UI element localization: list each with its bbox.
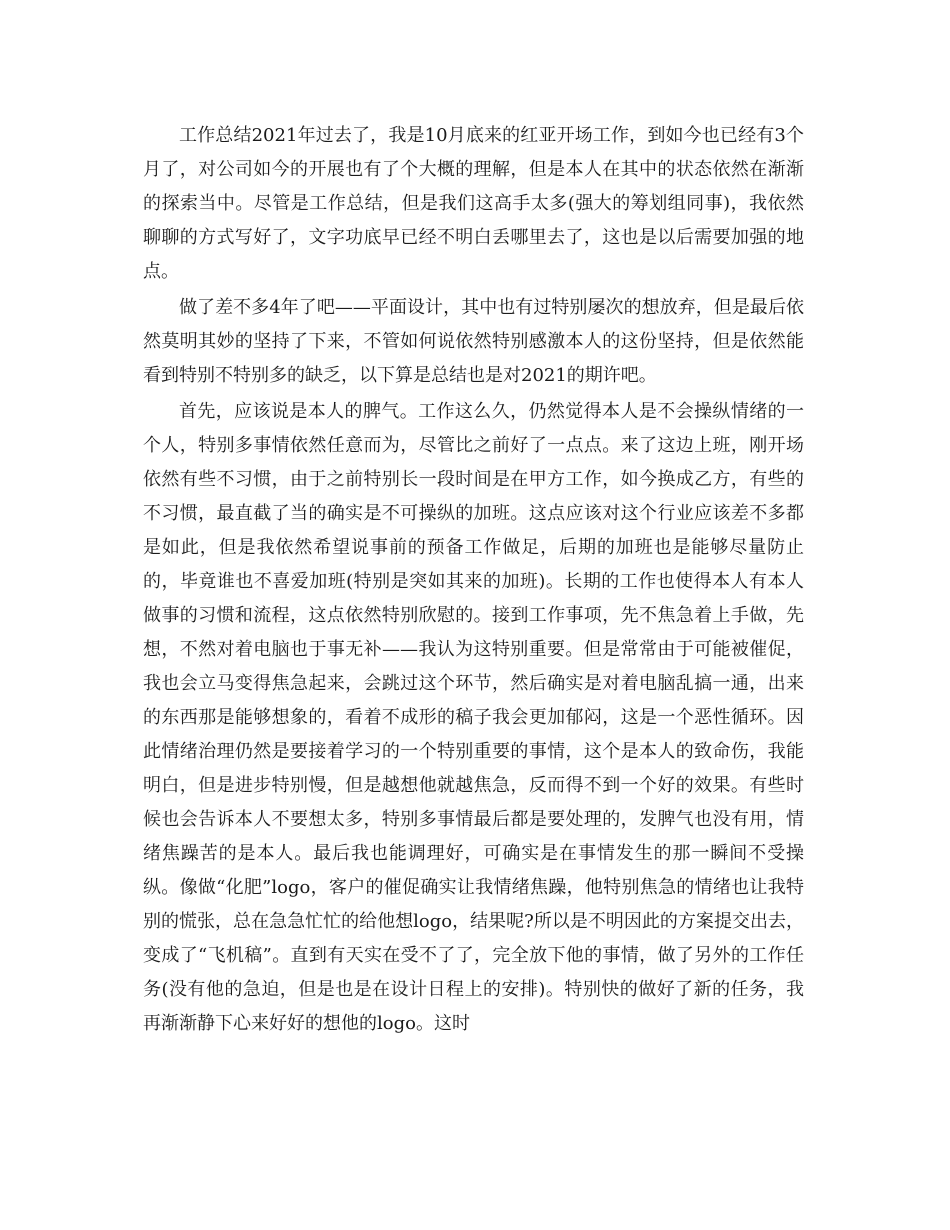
paragraph-3: 首先，应该说是本人的脾气。工作这么久，仍然觉得本人是不会操纵情绪的一个人，特别多事情依然任意而为，尽管比之前好了一点点。来了这边上班，刚开场依然有些不习惯，由于之前特别长一段时间是在甲方工作，如今换成乙方，有些的不习惯，最直截了当的确实是不可操纵的加班。这点应该对这个行业应该差不多都是如此，但是我依然希望说事前的预备工作做足，后期的加班也是能够尽量防止的，毕竟谁也不喜爱加班(特别是突如其来的加班)。长期的工作也使得本人有本人做事的习惯和流程，这点依然特别欣慰的。接到工作事项，先不焦急着上手做，先想，不然对着电脑也于事无补——我认为这特别重要。但是常常由于可能被催促，我也会立马变得焦急起来，会跳过这个环节，然后确实是对着电脑乱搞一通，出来的东西那是能够想象的，看着不成形的稿子我会更加郁闷，这是一个恶性循环。因此情绪治理仍然是要接着学习的一个特别重要的事情，这个是本人的致命伤，我能明白，但是进步特别慢，但是越想他就越焦急，反而得不到一个好的效果。有些时候也会告诉本人不要想太多，特别多事情最后都是要处理的，发脾气也没有用，情绪焦躁苦的是本人。最后我也能调理好，可确实是在事情发生的那一瞬间不受操纵。像做“化肥”logo，客户的催促确实让我情绪焦躁，他特别焦急的情绪也让我特别的慌张，总在急急忙忙的给他想logo，结果呢?所以是不明因此的方案提交出去，变成了“飞机稿”。直到有天实在受不了了，完全放下他的事情，做了另外的工作任务(没有他的急迫，但是也是在设计日程上的安排)。特别快的做好了新的任务，我再渐渐静下心来好好的想他的logo。这时 [143,401,804,1034]
paragraph-2: 做了差不多4年了吧——平面设计，其中也有过特别屡次的想放弃，但是最后依然莫明其妙的坚持了下来，不管如何说依然特别感激本人的这份坚持，但是依然能看到特别不特别多的缺乏，以下算是总结也是对2021的期许吧。 [143,297,804,386]
document-body [143,119,804,1043]
paragraph-1: 工作总结2021年过去了，我是10月底来的红亚开场工作，到如今也已经有3个月了，对公司如今的开展也有了个大概的理解，但是本人在其中的状态依然在渐渐的探索当中。尽管是工作总结，但是我们这高手太多(强大的筹划组同事)，我依然聊聊的方式写好了，文字功底早已经不明白丢哪里去了，这也是以后需要加强的地点。 [143,125,804,282]
